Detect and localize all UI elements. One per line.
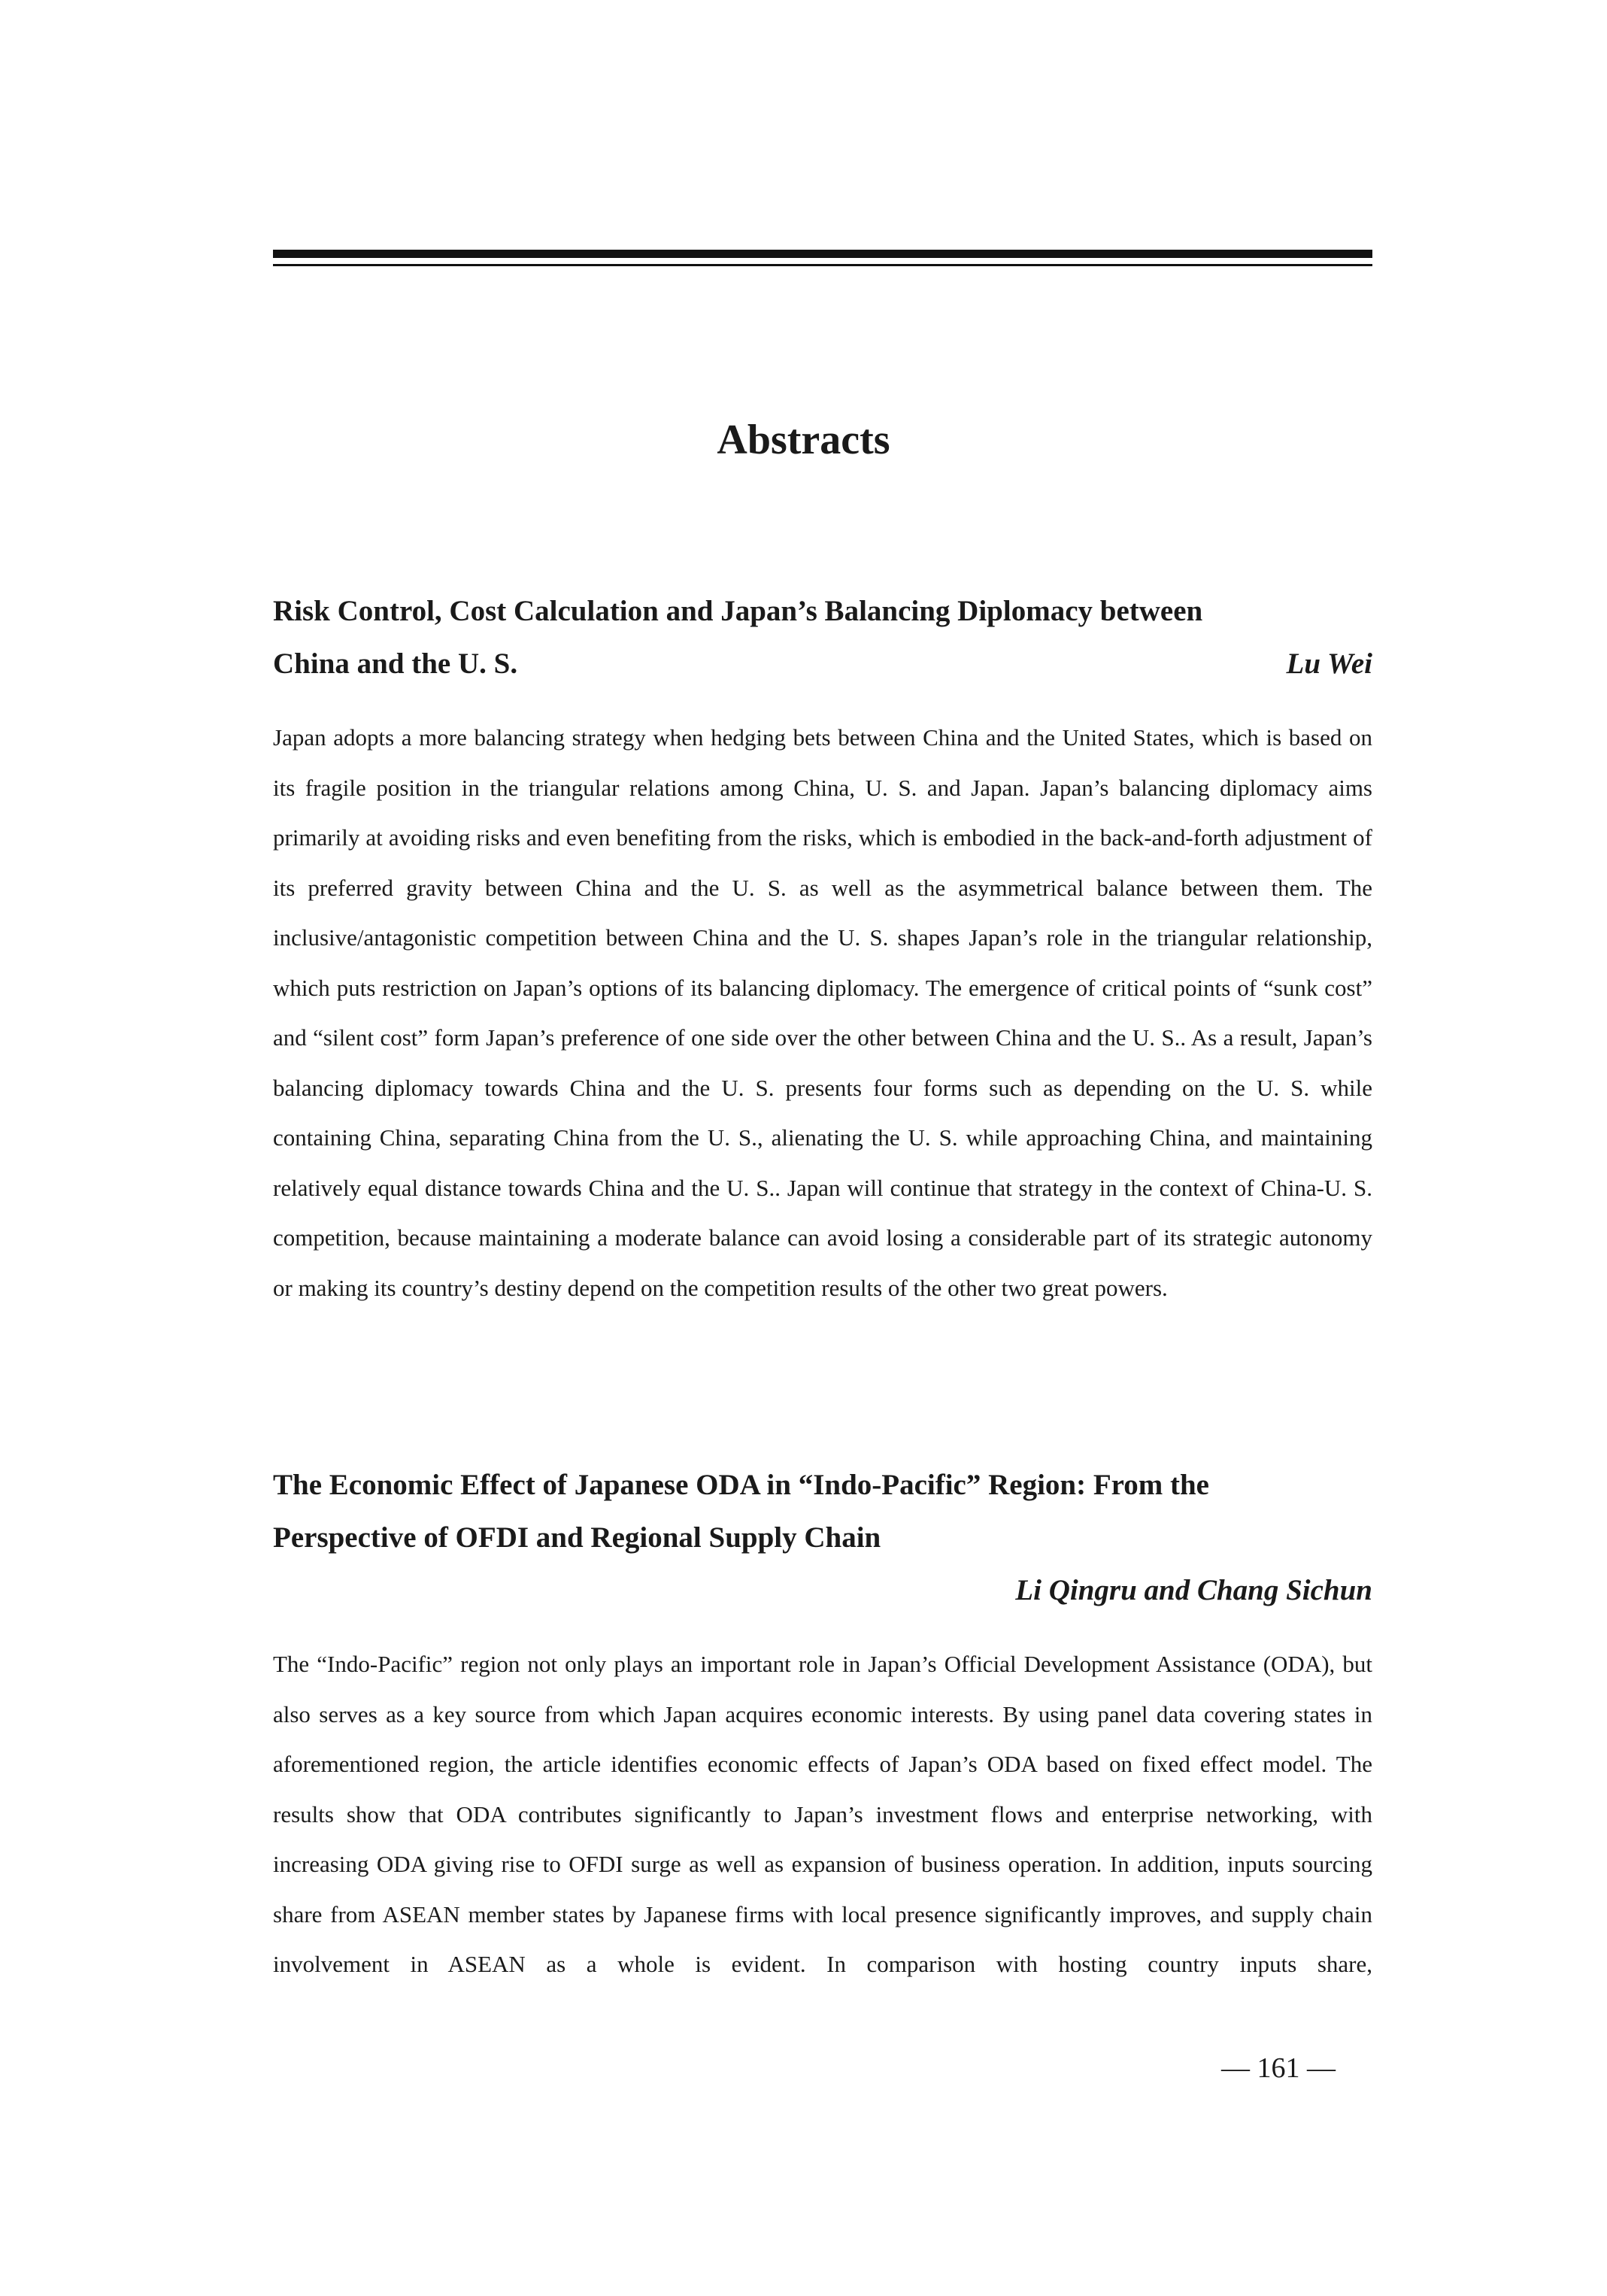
page-number: — 161 — (1221, 2052, 1336, 2084)
article-1-title-line-1: Risk Control, Cost Calculation and Japan’s Balancing Diplomacy between (273, 595, 1203, 627)
article-1 (273, 585, 1372, 1313)
article-1-title-line-2: China and the U. S. (273, 648, 518, 680)
header-rule-thick (273, 250, 1372, 258)
article-2-author: Li Qingru and Chang Sichun (1015, 1574, 1372, 1606)
article-1-abstract: Japan adopts a more balancing strategy when hedging bets between China and the United States, which is based on its fragile position in the triangular relations among China, U. S. and Japan. Japan’s balancing diplomacy aims primarily at avoiding risks and even benefiting from the risks, which is embodied in the back-and-forth adjustment of its preferred gravity between China and the U. S. as well as the asymmetrical balance between them. The inclusive/antagonistic competition between China and the U. S. shapes Japan’s role in the triangular relationship, which puts restriction on Japan’s options of its balancing diplomacy. The emergence of critical points of “sunk cost” and “silent cost” form Japan’s preference of one side over the other between China and the U. S.. As a result, Japan’s balancing diplomacy towards China and the U. S. presents four forms such as depending on the U. S. while containing China, separating China from the U. S., alienating the U. S. while approaching China, and maintaining relatively equal distance towards China and the U. S.. Japan will continue that strategy in the context of China-U. S. competition, because maintaining a moderate balance can avoid losing a considerable part of its strategic autonomy or making its country’s destiny depend on the competition results of the other two great powers. (273, 724, 1372, 1301)
header-rule-thin (273, 264, 1372, 266)
article-1-author: Lu Wei (1286, 648, 1372, 680)
article-2 (273, 1459, 1372, 1990)
article-2-title-line-1: The Economic Effect of Japanese ODA in “Indo-Pacific” Region: From the (273, 1469, 1209, 1501)
article-2-abstract: The “Indo-Pacific” region not only plays an important role in Japan’s Official Development Assistance (ODA), but also serves as a key source from which Japan acquires economic interests. By using panel data covering states in aforementioned region, the article identifies economic effects of Japan’s ODA based on fixed effect model. The results show that ODA contributes significantly to Japan’s investment flows and enterprise networking, with increasing ODA giving rise to OFDI surge as well as expansion of business operation. In addition, inputs sourcing share from ASEAN member states by Japanese firms with local presence significantly improves, and supply chain involvement in ASEAN as a whole is evident. In comparison with hosting country inputs share, (273, 1651, 1372, 1977)
article-1-title-row (273, 638, 1372, 690)
article-2-title-line-2: Perspective of OFDI and Regional Supply Chain (273, 1521, 881, 1554)
page-title: Abstracts (717, 417, 890, 463)
article-2-author-row (273, 1564, 1372, 1617)
